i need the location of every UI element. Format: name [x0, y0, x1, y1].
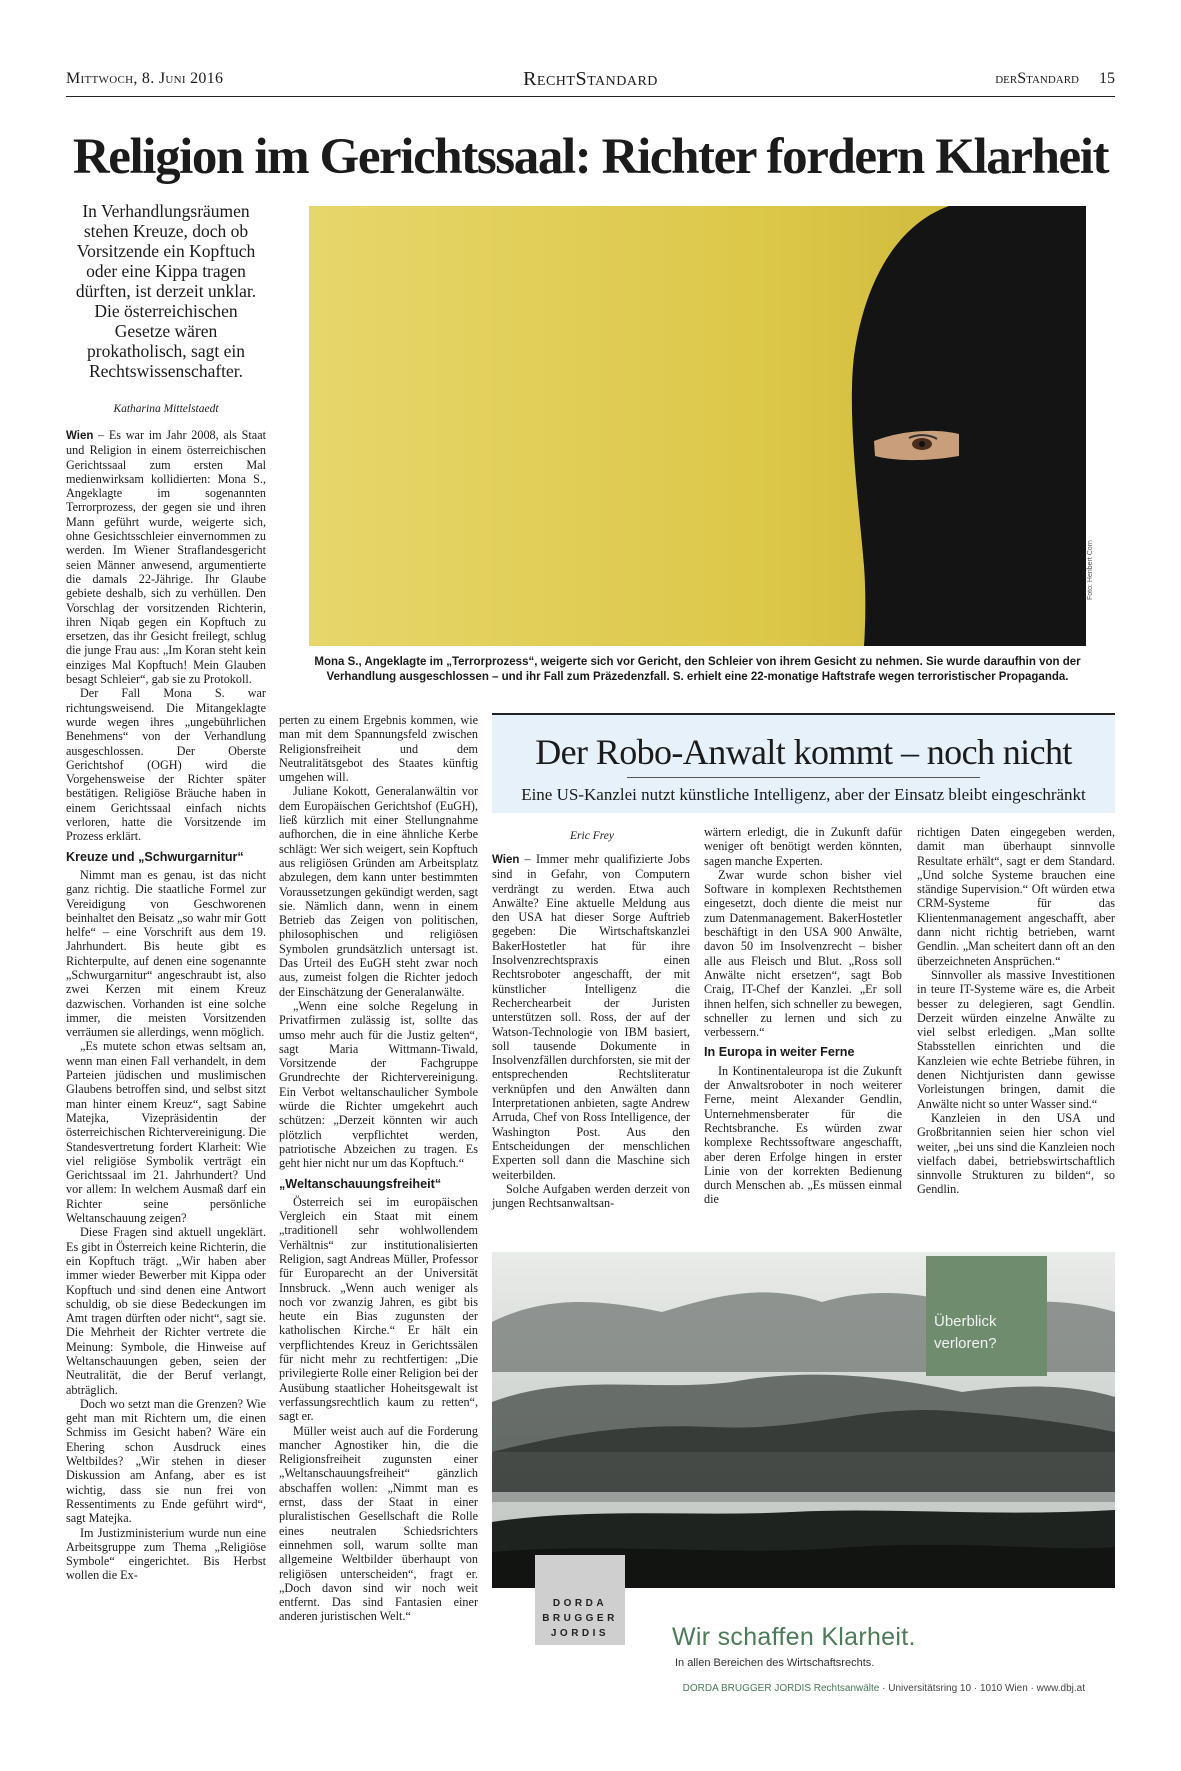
ad-claim: In allen Bereichen des Wirtschaftsrechts.: [675, 1657, 875, 1669]
robo-byline: Eric Frey: [570, 830, 614, 842]
paragraph: wärtern erledigt, die in Zukunft dafür weniger oft benötigt werden könnten, sagen manche Experten.: [704, 825, 902, 868]
ad-address: [675, 1683, 1085, 1694]
dateline: Wien: [492, 854, 520, 866]
ad-teaser-text: Überblick verloren?: [934, 1313, 997, 1352]
paragraph: Solche Aufgaben werden derzeit von jungen Rechtsanwaltsan-: [492, 1181, 690, 1211]
paragraph: „Es mutete schon etwas seltsam an, wenn man einen Fall verhandelt, in dem Parteien jüdischen und muslimischen Glaubens betroffen sind, und selbst sitzt man hinter einem Kreuz“, sagt Sabine Matejka, Vizepräsidentin der österreichischen Richtervereinigung. Die Standesvertretung fordert Klarheit: Wie viel religiöse Symbolik verträgt ein Gerichtssaal im 21. Jahrhundert? Und vor allem: In welchem Ausmaß darf ein Richter seine persönliche Weltanschauung zeigen?: [66, 1039, 267, 1226]
article-column-2: [279, 713, 478, 1624]
paragraph: Österreich sei im europäischen Vergleich ein Staat mit einem „traditionell sehr wohlwollendem Verhältnis“ zur institutionalisierten Religion, sagt Andreas Müller, Professor für Europarecht an der Universität Innsbruck. „Wenn auch weniger als noch vor zwanzig Jahren, es gibt bis heute ein Bias zugunsten der katholischen Kirche.“ Er hält ein verpflichtendes Kreuz in Gerichtssälen für nicht mehr zu rechtfertigen: „Die privilegierte Rolle einer Religion bei der Ausübung staatlicher Hoheitsgewalt ist verfassungsrechtlich kaum zu retten“, sagt er.: [279, 1194, 478, 1424]
paper-name: derStandard: [995, 70, 1079, 87]
paragraph: Müller weist auch auf die Forderung mancher Agnostiker hin, die die Religionsfreiheit zugunsten einer „Weltanschauungsfreiheit“ gänzlich abschaffen wollen: „Nimmt man es ernst, dass der Staat in einer pluralistischen Gesellschaft die Rolle eines neutralen Schiedsrichters einnehmen soll, warum sollte man allgemeine Weltbilder überhaupt von religiösen unterscheiden“, fragt er. „Doch davon sind wir noch weit entfernt. Das sind Fantasien einer anderen juristischen Welt.“: [279, 1423, 478, 1624]
section-title: RechtStandard: [523, 68, 658, 90]
ad-teaser-box: [926, 1256, 1047, 1376]
dateline: Wien: [66, 430, 94, 442]
photo-credit: Foto: Heribert Corn: [1087, 540, 1094, 600]
paragraph: Nimmt man es genau, ist das nicht ganz richtig. Die staatliche Formel zur Vereidigung von Geschworenen beinhaltet den Beisatz „so wahr mir Gott helfe“ – eine Vorschrift aus dem 19. Jahrhundert. Bis heute gibt es Richterpulte, auf denen eine sogenannte „Schwurgarnitur“ angeschraubt ist, also zwei Kerzen mit einem Kreuz dazwischen. Vorhanden ist eine solche immer, die meisten Vorsitzenden verräumen sie allerdings, wenn möglich.: [66, 867, 266, 1040]
issue-date: Mittwoch, 8. Juni 2016: [66, 70, 224, 87]
veiled-woman-photo: [309, 206, 1086, 646]
lead-photo: [309, 206, 1086, 646]
paragraph: Kanzleien in den USA und Großbritannien seien hier schon viel weiter, „bei uns sind die Kanzleien noch vielfach dabei, betriebswirtschaftlich sinnvolle Strukturen zu bilden“, so Gendlin.: [917, 1110, 1115, 1197]
paper-info: [995, 70, 1115, 88]
page-number: 15: [1099, 70, 1115, 87]
photo-caption: Mona S., Angeklagte im „Terrorprozess“, weigerte sich vor Gericht, den Schleier von ihrem Gesicht zu nehmen. Sie wurde daraufhin von der Verhandlung ausgeschlossen – und ihr Fall zum Präzedenzfall. S. erhielt eine 22-monatige Haftstrafe wegen terroristischer Propaganda.: [314, 656, 1081, 683]
paragraph: Im Justizministerium wurde nun eine Arbeitsgruppe zum Thema „Religiöse Symbole“ eingerichtet. Bis Herbst wollen die Ex-: [66, 1525, 266, 1583]
subheading: Kreuze und „Schwurgarnitur“: [66, 849, 244, 864]
dbj-logo: DORDA BRUGGER JORDIS: [535, 1555, 625, 1645]
robo-headline: Der Robo-Anwalt kommt – noch nicht: [535, 732, 1072, 772]
robo-column-3: [917, 825, 1115, 1197]
ad-slogan: Wir schaffen Klarheit.: [672, 1623, 916, 1651]
paragraph: In Kontinentaleuropa ist die Zukunft der Anwaltsroboter in noch weiterer Ferne, meint Alexander Gendlin, Unternehmensberater für die Rechtsbranche. Es würden zwar komplexe Rechtssoftware angeschafft, aber deren Erfolge hingen in erster Linie von der korrekten Bedienung durch Menschen ab. „Es müssen einmal die: [704, 1063, 902, 1207]
paragraph: Diese Fragen sind aktuell ungeklärt. Es gibt in Österreich keine Richterin, die ein Kopftuch trägt. „Wir haben aber immer wieder Bewerber mit Kippa oder Kopftuch und sind denen eine Antwort schuldig, ob sie diese Bedeckungen im Amt tragen dürften oder nicht“, sagt sie. Die Mehrheit der Richter vertrete die Meinung: Symbole, die Hinweise auf Weltanschauungen geben, seien der Neutralität, die der Beruf verlangt, abträglich.: [66, 1225, 266, 1397]
paragraph: Der Fall Mona S. war richtungsweisend. Die Mitangeklagte wurde wegen ihres „ungebührlichen Benehmens“ von der Verhandlung ausgeschlossen. Der Oberste Gerichtshof (OGH) wird die Vorgehensweise der Richter später bestätigen. Religiöse Bräuche haben in einem Gerichtssaal einfach nichts verloren, hatte die Vorsitzende im Prozess erklärt.: [66, 686, 266, 844]
paragraph: – Es war im Jahr 2008, als Staat und Religion in einem österreichischen Gerichtssaal zum ersten Mal medienwirksam kollidierten: Mona S., Angeklagte im sogenannten Terrorprozess, der gegen sie und ihren Mann geführt wurde, weigerte sich, ohne Gesichtsschleier einvernommen zu werden. Im Wiener Straflandesgericht seien Männer anwesend, argumentierte die damals 22-Jährige. Ihr Glaube gebiete deshalb, sich zu verhüllen. Den Vorschlag der vorsitzenden Richterin, ihren Niqab gegen ein Kopftuch zu ersetzen, das ihr Gesicht freilegt, schlug die junge Frau aus: „Im Koran steht kein einziges Mal Kopftuch! Mein Glauben besagt Schleier“, gab sie zu Protokoll.: [66, 428, 266, 687]
paragraph: richtigen Daten eingegeben werden, damit man überhaupt sinnvolle Resultate erhält“, sagt er dem Standard. „Und solche Systeme brauchen eine ständige Supervision.“ Oft würden etwa CRM-Systeme für das Klientenmanagement angeschafft, aber dann nicht richtig betrieben, warnt Gendlin. „Man scheitert dann oft an den überzeichneten Ansprüchen.“: [917, 825, 1115, 968]
paragraph: Juliane Kokott, Generalanwältin vor dem Europäischen Gerichtshof (EuGH), ließ kürzlich mit einer Stellungnahme aufhorchen, die in eine ähnliche Kerbe schlägt: Wer sich weigert, sein Kopftuch aus religiösen Gründen am Arbeitsplatz abzulegen, dem kann unter bestimmten Voraussetzungen gekündigt werden, sagt sie. Nämlich dann, wenn in einem Betrieb das Zeigen von politischen, philosophischen und religiösen Symbolen grundsätzlich untersagt ist. Das Urteil des EuGH steht zwar noch aus, zumeist folgen die Richter jedoch der Einschätzung der Generalanwälte.: [279, 784, 478, 999]
paragraph: Sinnvoller als massive Investitionen in teure IT-Systeme wäre es, die Arbeit besser zu delegieren, sagt Gendlin. Derzeit würden einzelne Anwälte zu viel selbst erledigen. „Man sollte Stabsstellen einrichten und die Kanzleien wie echte Betriebe führen, in denen Nichtjuristen dann gewisse Vorleistungen bringen, damit die Anwälte nicht so unter Wasser sind.“: [917, 967, 1115, 1111]
masthead: [66, 66, 1115, 97]
robo-article-header: [492, 713, 1115, 813]
paragraph: „Wenn eine solche Regelung in Privatfirmen zulässig ist, sollte das umso mehr auch für die Justiz gelten“, sagt Maria Wittmann-Tiwald, Vorsitzende der Fachgruppe Grundrechte der Richtervereinigung. Ein Verbot weltanschaulicher Symbole würde die Richter umgekehrt auch schützen: „Derzeit könnten wir auch plötzlich verpflichtet werden, patriotische Abzeichen zu tragen. Es geht hier nicht nur um das Kopftuch.“: [279, 998, 478, 1171]
main-headline: Religion im Gerichtssaal: Richter fordern Klarheit: [72, 129, 1109, 185]
article-column-1: [66, 428, 266, 1583]
subheading: In Europa in weiter Ferne: [704, 1045, 855, 1060]
paragraph: Zwar wurde schon bisher viel Software in komplexen Rechtsthemen eingesetzt, doch diente die meist nur zum Datenmanagement. BakerHostetler beschäftigt in den USA 900 Anwälte, davon 50 im Insolvenzrecht – bisher alle aus Fleisch und Blut. „Ross soll Anwälte nicht ersetzen“, sagt Bob Craig, IT-Chef der Kanzlei. „Er soll ihnen helfen, sich schneller zu bewegen, schneller zu lernen und sich zu verbessern.“: [704, 867, 902, 1040]
article-lede: In Verhandlungsräumen stehen Kreuze, doch ob Vorsitzende ein Kopftuch oder eine Kippa tragen dürften, ist derzeit unklar. Die österreichischen Gesetze wären prokatholisch, sagt ein Rechtswissenschafter.: [75, 201, 257, 381]
robo-column-2: [704, 825, 902, 1207]
paragraph: Doch wo setzt man die Grenzen? Wie geht man mit Richtern um, die einen Schmiss im Gesicht haben? Wäre ein Ehering schon Ausdruck eines Weltbildes? „Wir stehen in dieser Diskussion am Anfang, aber es ist wichtig, dass sie nun frei von Ressentiments zu Ende geführt wird“, sagt Matejka.: [66, 1396, 266, 1526]
article-byline: Katharina Mittelstaedt: [113, 403, 219, 415]
ad-brand: DORDA BRUGGER JORDIS Rechtsanwälte: [682, 1683, 880, 1694]
divider: [627, 777, 980, 778]
paragraph: – Immer mehr qualifizierte Jobs sind in Gefahr, von Computern verdrängt zu werden. Etwa auch Anwälte? Eine aktuelle Meldung aus den USA hat dieser Sorge Auftrieb gegeben: Die Wirtschaftskanzlei BakerHostetler hat für ihre Insolvenzrechtspraxis einen Rechtsroboter angeschafft, der mit künstlicher Intelligenz die Recherchearbeit der Juristen unterstützen soll. Ross, der auf der Watson-Technologie von IBM basiert, soll tausende Dokumente in Insolvenzfällen durchforsten, sie mit der entsprechenden Rechtsliteratur verknüpfen und den Anwälten dann Interpretationen anbieten, sagte Andrew Arruda, Chef von Ross Intelligence, der Washington Post. Aus den Entscheidungen der menschlichen Experten soll dann die Maschine sich weiterbilden.: [492, 852, 690, 1182]
robo-subheadline: Eine US-Kanzlei nutzt künstliche Intelligenz, aber der Einsatz bleibt eingeschränkt: [521, 785, 1086, 804]
robo-column-1: [492, 852, 690, 1210]
subheading: „Weltanschauungsfreiheit“: [279, 1176, 442, 1191]
paragraph: perten zu einem Ergebnis kommen, wie man mit dem Spannungsfeld zwischen Religionsfreiheit und dem Neutralitätsgebot des Staates künftig umgehen will.: [279, 713, 478, 785]
ad-address-details: · Universitätsring 10 · 1010 Wien · www.dbj.at: [879, 1683, 1085, 1694]
